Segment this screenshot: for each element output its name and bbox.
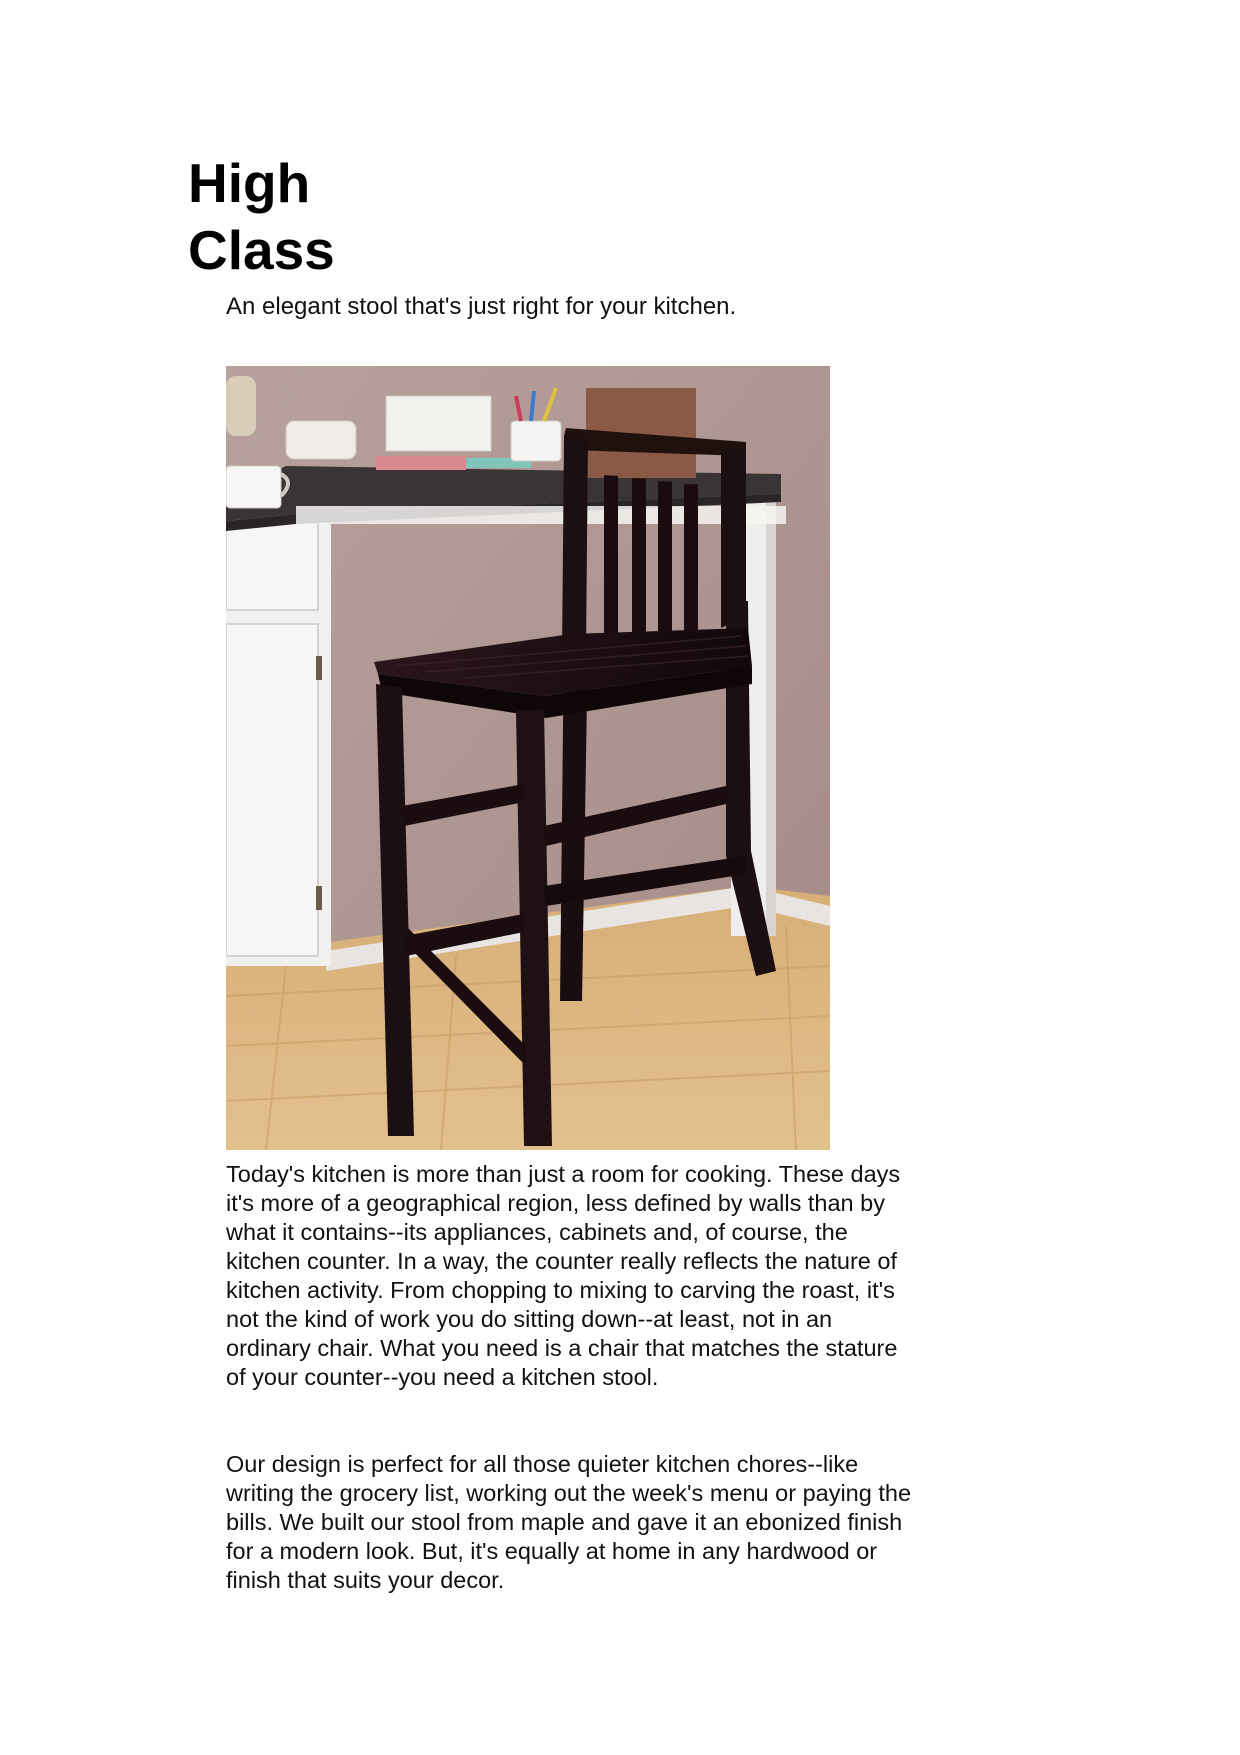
article-subtitle: An elegant stool that's just right for your kitchen. <box>226 293 737 320</box>
body-paragraph-1: Today's kitchen is more than just a room for cooking. These days it's more of a geographical region, less defined by walls than by what it contains--its appliances, cabinets and, of course, the kitchen counter. In a way, the counter really reflects the nature of kitchen activity. From chopping to mixing to carving the roast, it's not the kind of work you do sitting down--at least, not in an ordinary chair. What you need is a chair that matches the stature of your counter--you need a kitchen stool. <box>226 1161 901 1390</box>
stool-photo <box>226 366 830 1150</box>
title-line-2: Class <box>188 219 335 281</box>
body-paragraph-2: Our design is perfect for all those quieter kitchen chores--like writing the grocery list, working out the week's menu or paying the bills. We built our stool from maple and gave it an ebonized finish for a modern look. But, it's equally at home in any hardwood or finish that suits your decor. <box>226 1451 912 1593</box>
article-title <box>188 150 388 284</box>
title-line-1: High <box>188 152 311 214</box>
